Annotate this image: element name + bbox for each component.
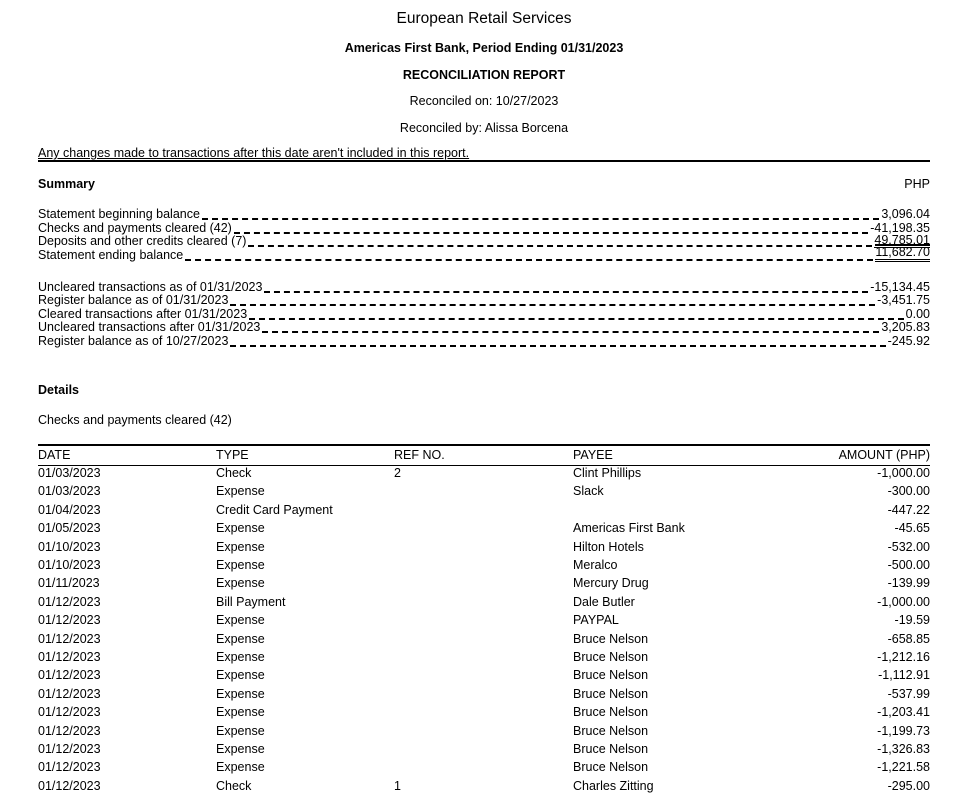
cell-payee: PAYPAL	[573, 613, 619, 628]
cell-amount: -1,212.16	[877, 650, 930, 664]
summary-label: Register balance as of 10/27/2023	[38, 333, 229, 348]
cell-date: 01/12/2023	[38, 705, 101, 720]
cell-date: 01/12/2023	[38, 686, 101, 701]
cell-date: 01/12/2023	[38, 742, 101, 756]
cell-type: Expense	[216, 760, 265, 775]
table-header	[38, 444, 930, 466]
table-row	[38, 779, 930, 797]
summary-row	[38, 320, 930, 334]
summary-value: 0.00	[905, 306, 930, 321]
company-name: European Retail Services	[396, 10, 572, 27]
report-title: RECONCILIATION REPORT	[402, 68, 566, 82]
table-row	[38, 668, 930, 686]
cell-type: Expense	[216, 723, 265, 738]
summary-currency: PHP	[904, 177, 930, 191]
summary-row	[38, 244, 930, 262]
table-row	[38, 503, 930, 521]
cell-type: Expense	[216, 742, 265, 756]
cell-amount: -1,199.73	[877, 723, 930, 738]
cell-amount: -1,221.58	[877, 760, 930, 775]
cell-type: Expense	[216, 484, 265, 499]
cell-date: 01/11/2023	[38, 576, 100, 591]
table-row	[38, 595, 930, 613]
cell-amount: -295.00	[887, 778, 930, 793]
summary-label: Statement ending balance	[38, 247, 184, 262]
cell-type: Expense	[216, 576, 265, 591]
cell-date: 01/03/2023	[38, 484, 101, 499]
column-header-amount: AMOUNT (PHP)	[838, 448, 930, 462]
table-row	[38, 742, 930, 760]
leader-dots	[230, 345, 885, 347]
column-header-ref: REF NO.	[394, 448, 445, 462]
summary-value: 49,785.01	[874, 232, 930, 247]
cell-amount: -658.85	[887, 631, 930, 646]
summary-value: 3,205.83	[881, 319, 930, 334]
cell-type: Expense	[216, 539, 265, 554]
cell-type: Expense	[216, 650, 265, 664]
cell-type: Credit Card Payment	[216, 502, 333, 517]
cell-payee: Dale Butler	[573, 594, 635, 609]
summary-value: 11,682.70	[875, 244, 930, 262]
cell-amount: -300.00	[887, 484, 930, 499]
cell-amount: -537.99	[887, 686, 930, 701]
cell-date: 01/12/2023	[38, 760, 101, 775]
cell-date: 01/12/2023	[38, 778, 101, 793]
leader-dots	[230, 304, 875, 306]
cell-payee: Bruce Nelson	[573, 668, 649, 683]
cell-amount: -1,326.83	[877, 742, 930, 756]
cell-payee: Bruce Nelson	[573, 723, 649, 738]
cell-date: 01/12/2023	[38, 631, 101, 646]
cell-type: Expense	[216, 558, 265, 572]
cell-type: Expense	[216, 521, 265, 536]
cell-payee: Mercury Drug	[573, 576, 649, 591]
table-row	[38, 724, 930, 742]
summary-value: -245.92	[887, 333, 930, 348]
details-heading: Details	[38, 383, 79, 397]
table-row	[38, 613, 930, 631]
table-row	[38, 705, 930, 723]
cell-date: 01/12/2023	[38, 650, 101, 664]
summary-row	[38, 293, 930, 307]
summary-label: Checks and payments cleared (42)	[38, 220, 232, 235]
cell-payee: Meralco	[573, 558, 618, 572]
summary-value: -3,451.75	[877, 292, 930, 307]
cell-ref: 2	[394, 466, 401, 480]
cell-payee: Bruce Nelson	[573, 650, 649, 664]
cell-type: Expense	[216, 668, 265, 683]
cell-date: 01/05/2023	[38, 521, 101, 536]
cell-type: Check	[216, 466, 252, 480]
cell-amount: -500.00	[887, 558, 930, 572]
details-subheading: Checks and payments cleared (42)	[38, 413, 232, 427]
cell-payee: Bruce Nelson	[573, 760, 649, 775]
cell-payee: Americas First Bank	[573, 521, 685, 536]
table-row	[38, 576, 930, 594]
column-header-date: DATE	[38, 448, 71, 462]
cell-type: Check	[216, 778, 252, 793]
cell-amount: -1,203.41	[877, 705, 930, 720]
cell-amount: -45.65	[894, 521, 930, 536]
column-header-type: TYPE	[216, 448, 249, 462]
cell-payee: Bruce Nelson	[573, 631, 649, 646]
cell-payee: Slack	[573, 484, 604, 499]
cell-amount: -139.99	[887, 576, 930, 591]
summary-row	[38, 221, 930, 235]
summary-row	[38, 307, 930, 321]
summary-label: Deposits and other credits cleared (7)	[38, 233, 247, 248]
summary-label: Register balance as of 01/31/2023	[38, 292, 229, 307]
cell-type: Expense	[216, 613, 265, 628]
table-row	[38, 760, 930, 778]
leader-dots	[185, 259, 873, 261]
cell-date: 01/12/2023	[38, 594, 101, 609]
cell-amount: -1,000.00	[877, 466, 930, 480]
table-row	[38, 540, 930, 558]
cell-type: Expense	[216, 705, 265, 720]
summary-row	[38, 280, 930, 294]
summary-label: Statement beginning balance	[38, 206, 200, 221]
reconciled-on: Reconciled on: 10/27/2023	[409, 94, 559, 108]
leader-dots	[202, 218, 879, 220]
table-row	[38, 632, 930, 650]
cell-payee: Bruce Nelson	[573, 686, 649, 701]
cell-payee: Clint Phillips	[573, 466, 642, 480]
cell-type: Expense	[216, 686, 265, 701]
cell-date: 01/04/2023	[38, 502, 101, 517]
cell-date: 01/10/2023	[38, 539, 101, 554]
table-row	[38, 521, 930, 539]
cell-amount: -1,000.00	[877, 594, 930, 609]
cell-type: Bill Payment	[216, 594, 286, 609]
summary-value: -41,198.35	[870, 220, 930, 235]
summary-row	[38, 334, 930, 348]
cell-date: 01/12/2023	[38, 668, 101, 683]
bank-period: Americas First Bank, Period Ending 01/31/2023	[344, 41, 624, 55]
cell-amount: -447.22	[887, 502, 930, 517]
summary-label: Uncleared transactions after 01/31/2023	[38, 319, 261, 334]
summary-row	[38, 207, 930, 221]
cell-amount: -19.59	[894, 613, 930, 628]
changes-notice	[38, 146, 930, 162]
cell-date: 01/03/2023	[38, 466, 101, 480]
reconciled-by: Reconciled by: Alissa Borcena	[399, 121, 569, 135]
summary-row	[38, 234, 930, 248]
cell-payee: Charles Zitting	[573, 778, 654, 793]
summary-value: 3,096.04	[881, 206, 930, 221]
table-row	[38, 650, 930, 668]
cell-payee: Hilton Hotels	[573, 539, 644, 554]
cell-date: 01/12/2023	[38, 723, 101, 738]
column-header-payee: PAYEE	[573, 448, 613, 462]
table-row	[38, 687, 930, 705]
cell-date: 01/10/2023	[38, 558, 101, 572]
cell-ref: 1	[394, 778, 401, 793]
table-row	[38, 484, 930, 502]
leader-dots	[248, 245, 872, 247]
changes-notice-text: Any changes made to transactions after this date aren't included in this report.	[38, 146, 470, 160]
cell-payee: Bruce Nelson	[573, 705, 649, 720]
cell-date: 01/12/2023	[38, 613, 101, 628]
summary-label: Cleared transactions after 01/31/2023	[38, 306, 248, 321]
cell-amount: -532.00	[887, 539, 930, 554]
summary-value: -15,134.45	[870, 279, 930, 294]
summary-heading: Summary	[38, 177, 95, 191]
leader-dots	[262, 331, 879, 333]
cell-payee: Bruce Nelson	[573, 742, 649, 756]
cell-type: Expense	[216, 631, 265, 646]
table-row	[38, 558, 930, 576]
summary-label: Uncleared transactions as of 01/31/2023	[38, 279, 263, 294]
cell-amount: -1,112.91	[878, 668, 930, 683]
table-row	[38, 466, 930, 484]
